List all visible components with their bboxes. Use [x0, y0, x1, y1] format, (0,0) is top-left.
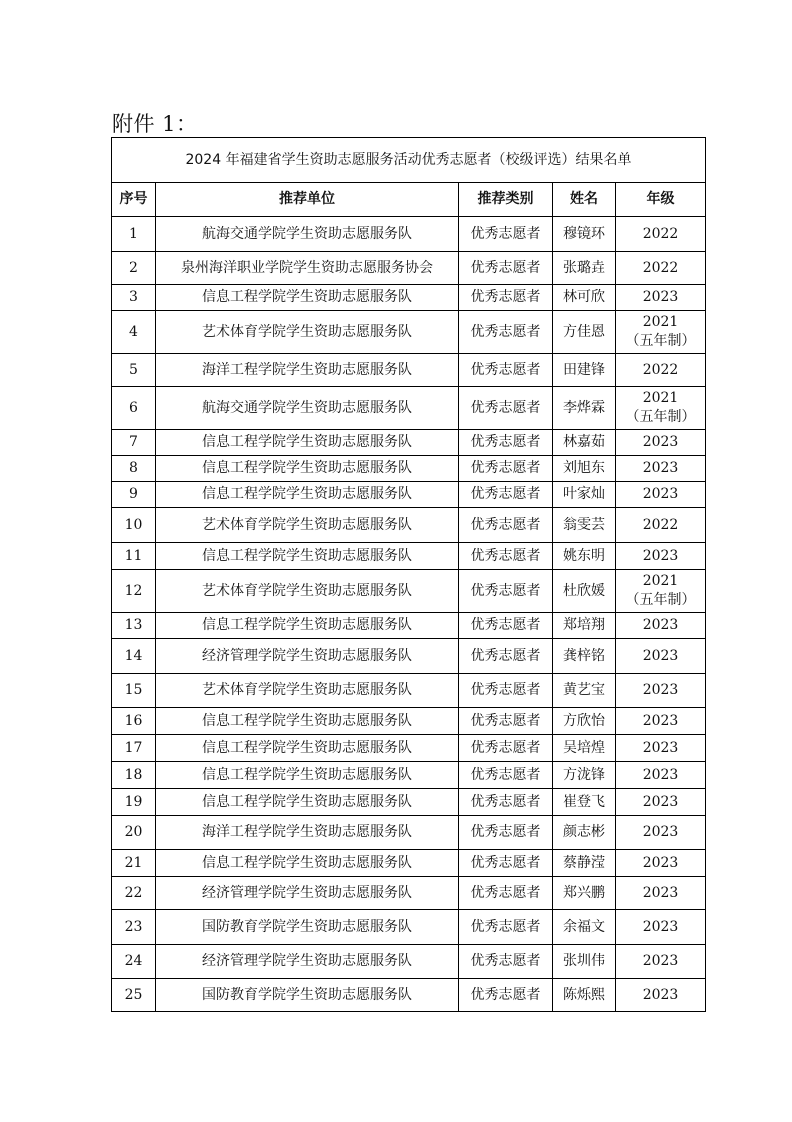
cell-unit-text: 信息工程学院学生资助志愿服务队 [202, 854, 412, 871]
cell-no-text: 6 [129, 399, 138, 416]
cell-unit [156, 910, 459, 945]
cell-grade-text: 2023 [642, 953, 679, 969]
cell-category-text: 优秀志愿者 [470, 884, 541, 901]
table-row [112, 570, 706, 613]
cell-name-text: 张圳伟 [563, 953, 605, 969]
cell-unit [156, 789, 459, 816]
cell-name [553, 456, 616, 482]
cell-no [112, 613, 156, 639]
cell-grade-text: 2022 [642, 361, 679, 378]
cell-no-text: 23 [124, 918, 143, 935]
header-grade: 年级 [616, 183, 706, 217]
cell-no-text: 7 [129, 434, 138, 450]
cell-no-text: 1 [129, 225, 138, 242]
cell-no-text: 16 [124, 712, 143, 729]
cell-grade-text: 2023 [642, 647, 679, 664]
cell-name-text: 刘旭东 [563, 460, 605, 476]
table-row [112, 762, 706, 789]
cell-grade-note: （五年制） [625, 592, 696, 608]
cell-grade [616, 613, 706, 639]
cell-grade-text: 2022 [642, 225, 679, 242]
cell-grade-text: 2023 [642, 547, 679, 564]
cell-category-text: 优秀志愿者 [470, 986, 541, 1003]
cell-unit [156, 613, 459, 639]
table-body [112, 217, 706, 1012]
cell-unit [156, 217, 459, 252]
cell-category-text: 优秀志愿者 [470, 953, 541, 969]
cell-unit [156, 639, 459, 674]
cell-name-text: 陈烁熙 [563, 986, 605, 1003]
cell-grade-text: 2023 [642, 918, 679, 935]
cell-no [112, 945, 156, 979]
cell-name [553, 816, 616, 850]
cell-unit-text: 经济管理学院学生资助志愿服务队 [202, 884, 412, 901]
cell-category-text: 优秀志愿者 [470, 793, 541, 810]
cell-name [553, 217, 616, 252]
cell-unit [156, 979, 459, 1012]
table-row [112, 508, 706, 543]
cell-no-text: 18 [124, 766, 143, 783]
table-row [112, 945, 706, 979]
cell-no-text: 17 [124, 739, 143, 756]
cell-name [553, 252, 616, 285]
table-row [112, 639, 706, 674]
cell-category-text: 优秀志愿者 [470, 854, 541, 871]
cell-grade [616, 639, 706, 674]
cell-unit-text: 经济管理学院学生资助志愿服务队 [202, 647, 412, 664]
cell-name-text: 杜欣媛 [563, 582, 605, 599]
cell-category [459, 979, 553, 1012]
cell-no [112, 430, 156, 456]
cell-grade-text: 2023 [642, 793, 679, 810]
cell-grade-text: 2023 [642, 986, 679, 1003]
cell-no-text: 24 [124, 953, 143, 969]
cell-unit [156, 252, 459, 285]
cell-name [553, 482, 616, 508]
cell-unit-text: 信息工程学院学生资助志愿服务队 [202, 460, 412, 476]
cell-grade [616, 674, 706, 708]
cell-grade-text: 2021 [642, 390, 679, 406]
cell-no [112, 482, 156, 508]
cell-name [553, 850, 616, 877]
cell-name [553, 285, 616, 311]
cell-unit [156, 708, 459, 735]
cell-grade [616, 217, 706, 252]
cell-name [553, 789, 616, 816]
cell-no [112, 217, 156, 252]
cell-no [112, 910, 156, 945]
cell-no-text: 25 [124, 986, 143, 1003]
cell-no [112, 252, 156, 285]
cell-category [459, 217, 553, 252]
cell-category [459, 387, 553, 430]
cell-name [553, 311, 616, 354]
cell-unit [156, 430, 459, 456]
cell-unit-text: 艺术体育学院学生资助志愿服务队 [202, 682, 412, 698]
cell-name-text: 吴培煌 [563, 739, 605, 756]
cell-grade [616, 735, 706, 762]
table-row [112, 816, 706, 850]
cell-no-text: 13 [124, 617, 143, 633]
cell-category [459, 762, 553, 789]
cell-unit-text: 海洋工程学院学生资助志愿服务队 [202, 824, 412, 840]
cell-category-text: 优秀志愿者 [470, 617, 541, 633]
table-row [112, 708, 706, 735]
cell-name-text: 余福文 [563, 918, 605, 935]
cell-no [112, 708, 156, 735]
cell-category-text: 优秀志愿者 [470, 647, 541, 664]
cell-no-text: 15 [124, 682, 143, 698]
cell-grade [616, 252, 706, 285]
cell-no-text: 5 [129, 361, 138, 378]
cell-category [459, 570, 553, 613]
cell-category-text: 优秀志愿者 [470, 323, 541, 340]
header-row [112, 183, 706, 217]
cell-category [459, 285, 553, 311]
cell-grade-text: 2023 [642, 434, 679, 450]
header-no: 序号 [112, 183, 156, 217]
cell-category-text: 优秀志愿者 [470, 682, 541, 698]
cell-category [459, 674, 553, 708]
cell-grade [616, 877, 706, 910]
cell-name-text: 姚东明 [563, 547, 605, 564]
cell-grade-text: 2023 [642, 460, 679, 476]
cell-grade-text: 2023 [642, 739, 679, 756]
cell-no [112, 456, 156, 482]
cell-name [553, 430, 616, 456]
table-row [112, 877, 706, 910]
cell-name-text: 崔登飞 [563, 793, 605, 810]
cell-name-text: 方泷锋 [563, 766, 605, 783]
cell-unit [156, 387, 459, 430]
cell-category [459, 708, 553, 735]
cell-name-text: 蔡静滢 [563, 854, 605, 871]
cell-no [112, 354, 156, 387]
header-unit: 推荐单位 [156, 183, 459, 217]
cell-category-text: 优秀志愿者 [470, 766, 541, 783]
cell-unit [156, 850, 459, 877]
cell-name [553, 708, 616, 735]
cell-grade-text: 2023 [642, 824, 679, 840]
cell-unit-text: 国防教育学院学生资助志愿服务队 [202, 918, 412, 935]
cell-name [553, 979, 616, 1012]
cell-no-text: 9 [129, 486, 138, 502]
cell-grade-text: 2022 [642, 259, 679, 276]
cell-no-text: 8 [129, 460, 138, 476]
cell-name-text: 穆镜环 [563, 225, 605, 242]
cell-grade [616, 508, 706, 543]
cell-unit-text: 信息工程学院学生资助志愿服务队 [202, 766, 412, 783]
table-row [112, 311, 706, 354]
cell-no-text: 2 [129, 259, 138, 276]
cell-name-text: 林嘉茹 [563, 434, 605, 450]
cell-grade [616, 850, 706, 877]
cell-grade [616, 354, 706, 387]
cell-name-text: 翁雯芸 [563, 516, 605, 533]
cell-category [459, 735, 553, 762]
cell-category [459, 430, 553, 456]
cell-grade [616, 979, 706, 1012]
cell-grade-text: 2022 [642, 516, 679, 533]
cell-grade-text: 2023 [642, 486, 679, 502]
cell-category-text: 优秀志愿者 [470, 516, 541, 533]
cell-unit [156, 816, 459, 850]
cell-unit-text: 国防教育学院学生资助志愿服务队 [202, 986, 412, 1003]
table-row [112, 387, 706, 430]
cell-grade-text: 2023 [642, 682, 679, 698]
cell-unit-text: 艺术体育学院学生资助志愿服务队 [202, 582, 412, 599]
cell-name [553, 387, 616, 430]
cell-no [112, 850, 156, 877]
cell-name-text: 叶家灿 [563, 486, 605, 502]
cell-category-text: 优秀志愿者 [470, 434, 541, 450]
cell-unit-text: 航海交通学院学生资助志愿服务队 [202, 225, 412, 242]
cell-no [112, 735, 156, 762]
cell-no-text: 3 [129, 289, 138, 305]
cell-name-text: 郑兴鹏 [563, 884, 605, 901]
cell-name [553, 945, 616, 979]
cell-name [553, 570, 616, 613]
cell-category [459, 508, 553, 543]
table-row [112, 456, 706, 482]
cell-no-text: 4 [129, 323, 138, 340]
cell-grade [616, 945, 706, 979]
cell-unit-text: 信息工程学院学生资助志愿服务队 [202, 617, 412, 633]
cell-no [112, 387, 156, 430]
cell-no [112, 789, 156, 816]
cell-name-text: 方佳恩 [563, 323, 605, 340]
cell-category-text: 优秀志愿者 [470, 486, 541, 502]
cell-grade [616, 543, 706, 570]
cell-category-text: 优秀志愿者 [470, 361, 541, 378]
cell-no [112, 311, 156, 354]
cell-unit-text: 艺术体育学院学生资助志愿服务队 [202, 323, 412, 340]
cell-unit-text: 艺术体育学院学生资助志愿服务队 [202, 516, 412, 533]
cell-unit-text: 信息工程学院学生资助志愿服务队 [202, 289, 412, 305]
cell-no [112, 570, 156, 613]
cell-category [459, 482, 553, 508]
cell-category-text: 优秀志愿者 [470, 739, 541, 756]
cell-name-text: 龚梓铭 [563, 647, 605, 664]
cell-unit-text: 信息工程学院学生资助志愿服务队 [202, 712, 412, 729]
table-title: 2024 年福建省学生资助志愿服务活动优秀志愿者（校级评选）结果名单 [112, 138, 706, 183]
table-row [112, 850, 706, 877]
cell-unit [156, 354, 459, 387]
cell-grade-text: 2023 [642, 854, 679, 871]
cell-category [459, 311, 553, 354]
cell-category-text: 优秀志愿者 [470, 259, 541, 276]
table-row [112, 979, 706, 1012]
cell-grade-text: 2023 [642, 712, 679, 729]
cell-category [459, 543, 553, 570]
cell-grade [616, 285, 706, 311]
table-row [112, 735, 706, 762]
cell-unit [156, 456, 459, 482]
cell-category [459, 252, 553, 285]
cell-name [553, 762, 616, 789]
cell-no [112, 674, 156, 708]
table-row [112, 789, 706, 816]
cell-no [112, 543, 156, 570]
table-row [112, 430, 706, 456]
table-row [112, 613, 706, 639]
table-row [112, 252, 706, 285]
cell-name-text: 颜志彬 [563, 824, 605, 840]
cell-grade [616, 311, 706, 354]
cell-no-text: 10 [124, 516, 143, 533]
cell-category [459, 910, 553, 945]
cell-grade [616, 910, 706, 945]
cell-grade [616, 816, 706, 850]
cell-category-text: 优秀志愿者 [470, 460, 541, 476]
table-row [112, 354, 706, 387]
table-row [112, 674, 706, 708]
cell-no [112, 979, 156, 1012]
cell-unit-text: 泉州海洋职业学院学生资助志愿服务协会 [181, 259, 433, 276]
cell-category [459, 816, 553, 850]
cell-unit-text: 信息工程学院学生资助志愿服务队 [202, 547, 412, 564]
cell-name [553, 877, 616, 910]
cell-name-text: 方欣怡 [563, 712, 605, 729]
cell-unit [156, 762, 459, 789]
table-row [112, 217, 706, 252]
cell-name [553, 735, 616, 762]
cell-no-text: 14 [124, 647, 143, 664]
cell-no [112, 762, 156, 789]
cell-no [112, 508, 156, 543]
cell-name [553, 543, 616, 570]
cell-no-text: 19 [124, 793, 143, 810]
cell-name-text: 张璐垚 [563, 259, 605, 276]
table-row [112, 543, 706, 570]
cell-name-text: 黄艺宝 [563, 682, 605, 698]
cell-category [459, 639, 553, 674]
cell-unit-text: 信息工程学院学生资助志愿服务队 [202, 486, 412, 502]
header-name: 姓名 [553, 183, 616, 217]
cell-grade [616, 570, 706, 613]
cell-unit [156, 877, 459, 910]
cell-name [553, 508, 616, 543]
table-row [112, 482, 706, 508]
cell-category-text: 优秀志愿者 [470, 547, 541, 564]
cell-name [553, 639, 616, 674]
cell-no [112, 816, 156, 850]
cell-category [459, 877, 553, 910]
cell-category [459, 456, 553, 482]
cell-category [459, 945, 553, 979]
cell-category [459, 789, 553, 816]
cell-name-text: 田建锋 [563, 361, 605, 378]
cell-unit [156, 674, 459, 708]
cell-unit-text: 海洋工程学院学生资助志愿服务队 [202, 361, 412, 378]
cell-name-text: 李烨霖 [563, 399, 605, 416]
cell-category-text: 优秀志愿者 [470, 582, 541, 599]
cell-category-text: 优秀志愿者 [470, 225, 541, 242]
cell-unit-text: 经济管理学院学生资助志愿服务队 [202, 953, 412, 969]
cell-unit-text: 信息工程学院学生资助志愿服务队 [202, 739, 412, 756]
cell-no-text: 22 [124, 884, 143, 901]
cell-no-text: 12 [124, 582, 143, 599]
cell-unit [156, 543, 459, 570]
cell-no [112, 639, 156, 674]
cell-unit [156, 945, 459, 979]
cell-no-text: 11 [124, 547, 143, 564]
cell-no [112, 877, 156, 910]
cell-grade [616, 456, 706, 482]
cell-unit [156, 508, 459, 543]
cell-category-text: 优秀志愿者 [470, 918, 541, 935]
cell-unit [156, 735, 459, 762]
cell-category-text: 优秀志愿者 [470, 399, 541, 416]
cell-category-text: 优秀志愿者 [470, 712, 541, 729]
cell-category-text: 优秀志愿者 [470, 824, 541, 840]
cell-grade [616, 762, 706, 789]
cell-grade [616, 430, 706, 456]
cell-grade-note: （五年制） [625, 333, 696, 349]
cell-no [112, 285, 156, 311]
cell-unit [156, 482, 459, 508]
volunteer-results-table [111, 137, 706, 1012]
cell-grade-text: 2023 [642, 884, 679, 901]
cell-unit-text: 信息工程学院学生资助志愿服务队 [202, 434, 412, 450]
cell-category [459, 850, 553, 877]
cell-category [459, 354, 553, 387]
cell-name [553, 354, 616, 387]
cell-grade [616, 482, 706, 508]
table-row [112, 285, 706, 311]
cell-no-text: 20 [124, 824, 143, 840]
cell-no-text: 21 [124, 854, 143, 871]
cell-grade [616, 708, 706, 735]
cell-grade [616, 789, 706, 816]
cell-unit [156, 311, 459, 354]
cell-grade [616, 387, 706, 430]
cell-name [553, 613, 616, 639]
cell-name [553, 910, 616, 945]
cell-unit-text: 信息工程学院学生资助志愿服务队 [202, 793, 412, 810]
cell-name [553, 674, 616, 708]
table-row [112, 910, 706, 945]
cell-category [459, 613, 553, 639]
cell-grade-text: 2021 [642, 573, 679, 589]
header-category: 推荐类别 [459, 183, 553, 217]
cell-unit-text: 航海交通学院学生资助志愿服务队 [202, 399, 412, 416]
cell-grade-text: 2023 [642, 617, 679, 633]
cell-grade-text: 2023 [642, 766, 679, 783]
cell-unit [156, 570, 459, 613]
cell-grade-text: 2021 [642, 314, 679, 330]
cell-name-text: 林可欣 [563, 289, 605, 305]
cell-category-text: 优秀志愿者 [470, 289, 541, 305]
cell-name-text: 郑培翔 [563, 617, 605, 633]
cell-grade-note: （五年制） [625, 409, 696, 425]
cell-grade-text: 2023 [642, 289, 679, 305]
attachment-label: 附件 1： [112, 112, 198, 136]
cell-unit [156, 285, 459, 311]
